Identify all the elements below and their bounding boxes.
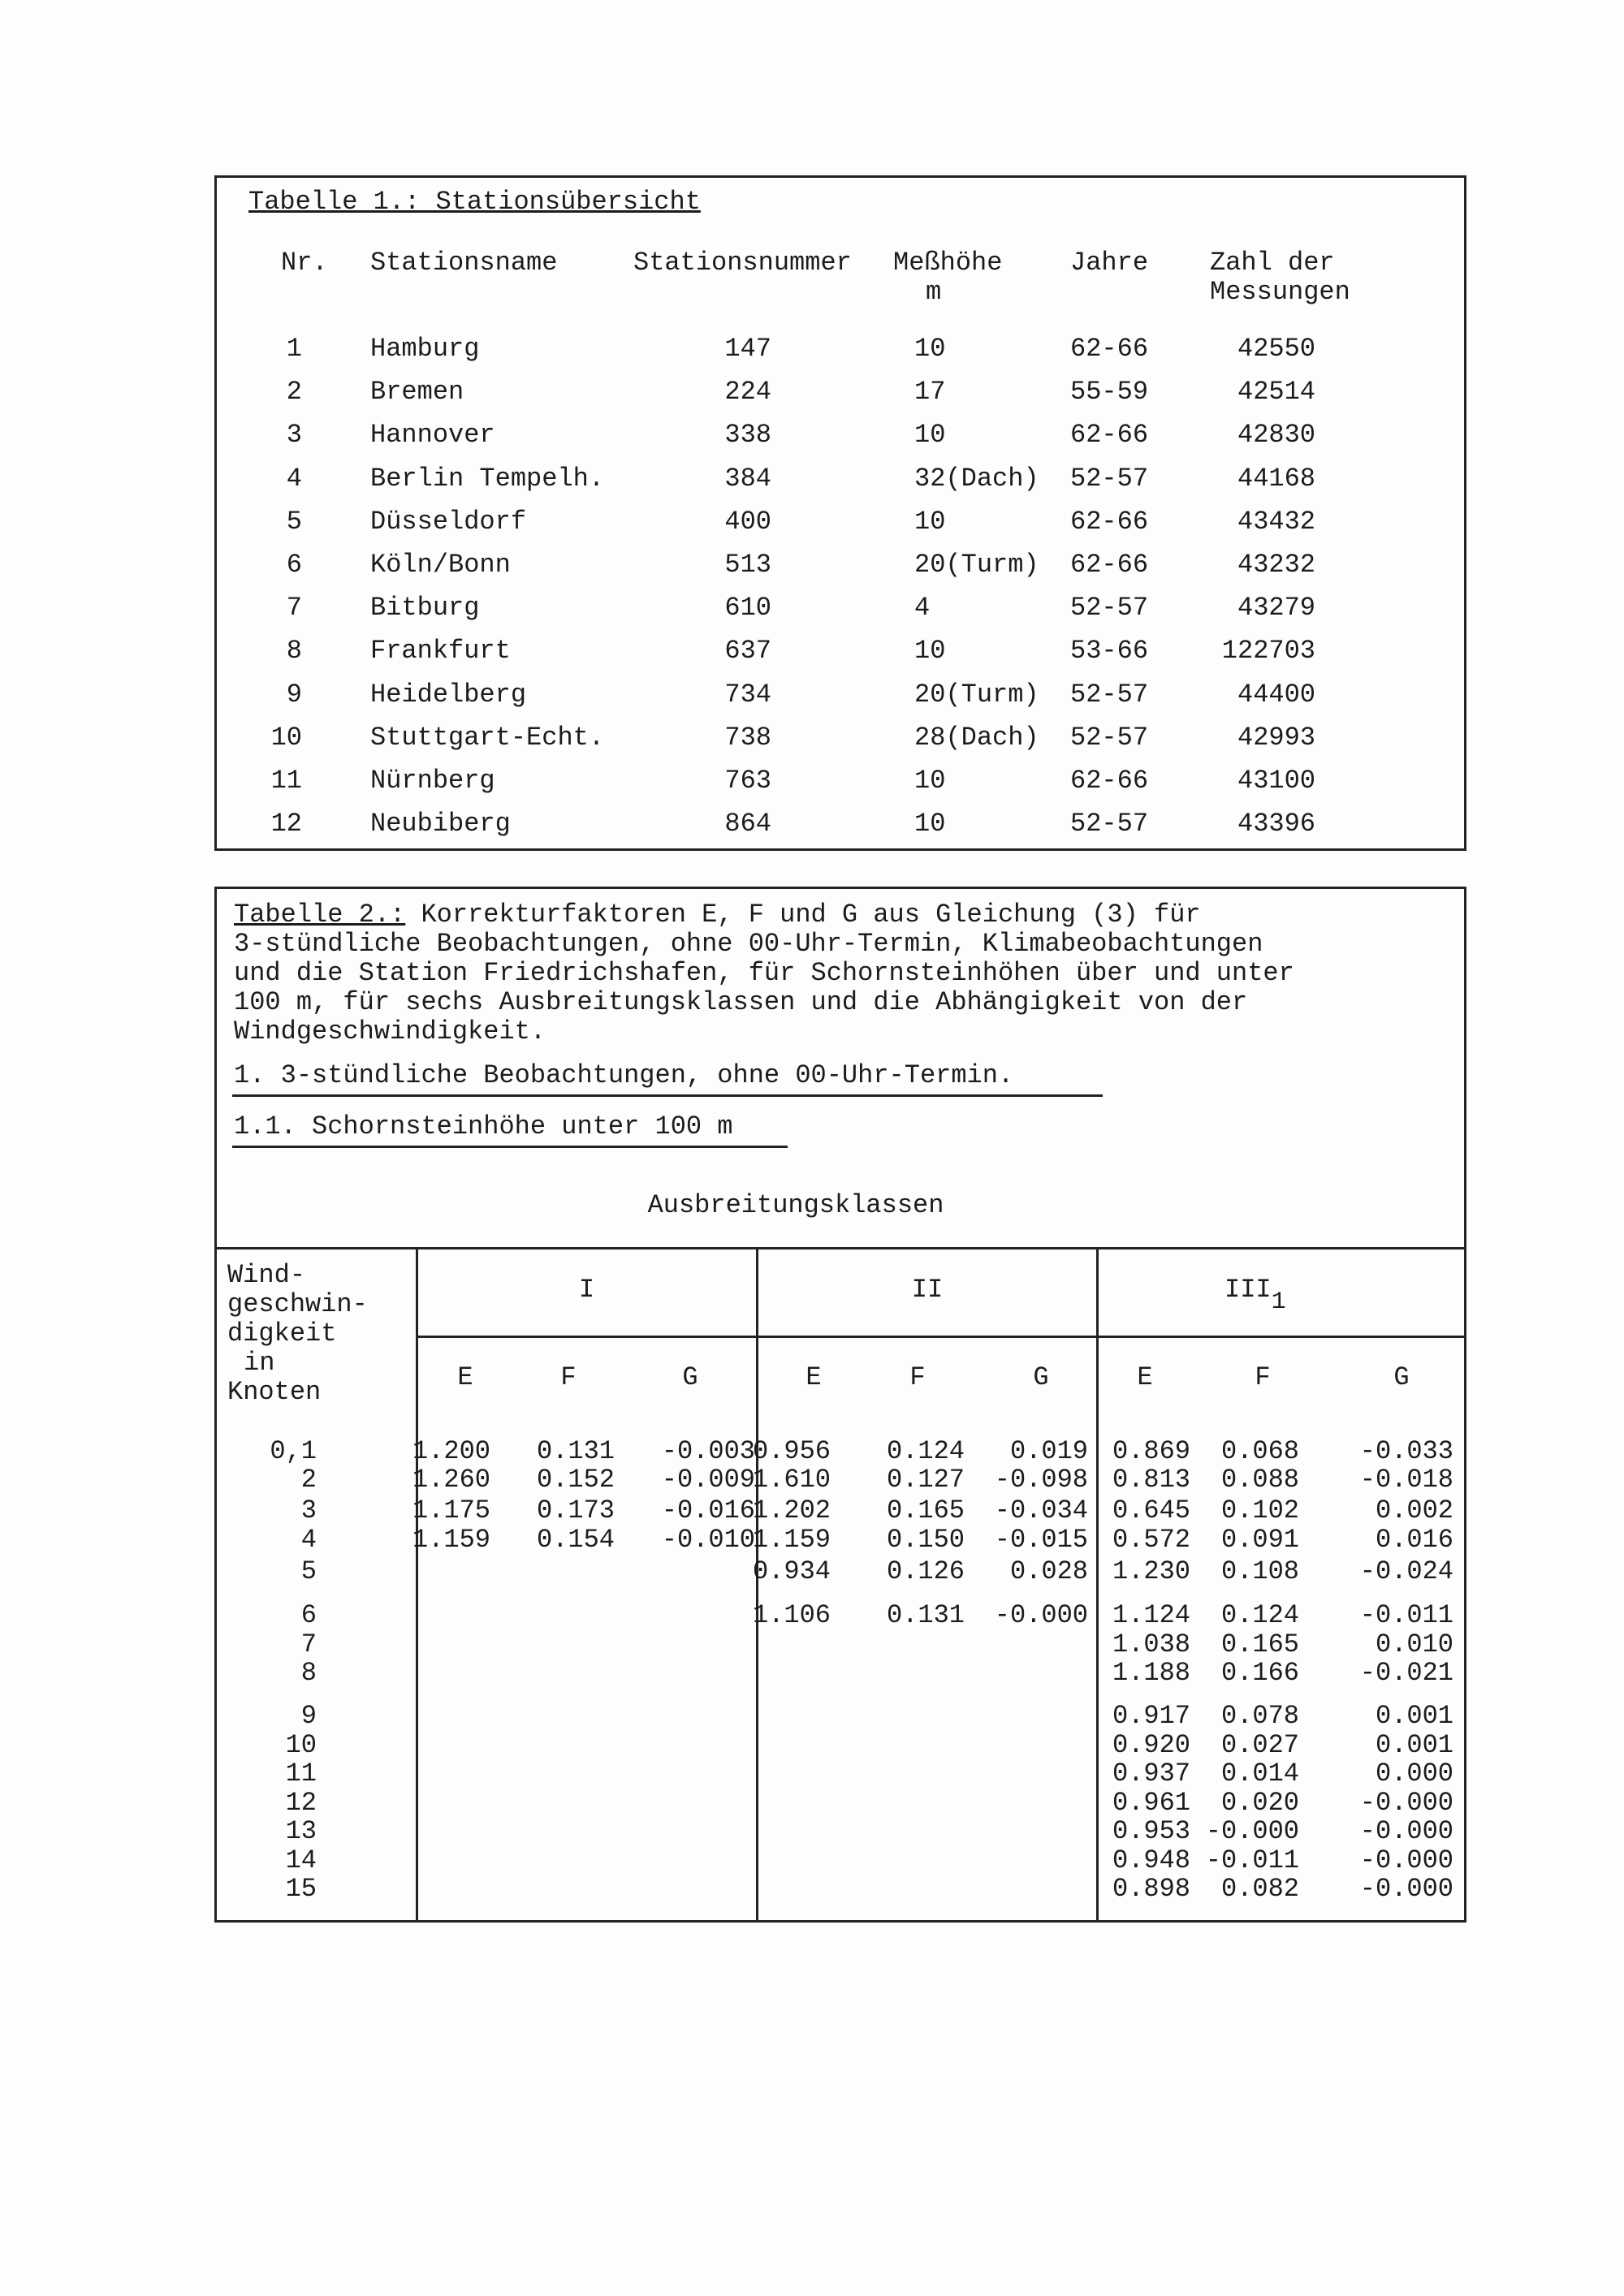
table1-cell-height: 4 [914, 593, 931, 623]
class-2-e-value: 0.956 [752, 1436, 831, 1466]
class-3-g-value: -0.024 [1359, 1556, 1453, 1586]
header-nr: Nr. [281, 248, 328, 278]
class-2-g-value: 0.028 [1009, 1556, 1088, 1586]
class-3-f-value: 0.091 [1220, 1525, 1299, 1555]
class-3-g-value: 0.001 [1375, 1701, 1453, 1731]
class-3-f-value: 0.027 [1220, 1730, 1299, 1760]
table1-cell-height: 17 [914, 377, 946, 407]
table1-cell-name: Bitburg [370, 593, 480, 623]
class-1-header-g: G [682, 1362, 698, 1392]
class-3-e-value: 0.917 [1112, 1701, 1190, 1731]
table1-cell-height: 10 [914, 334, 946, 364]
class-2-g-value: -0.098 [994, 1465, 1088, 1495]
table2-caption-line-1 [234, 900, 1201, 930]
table1-cell-name: Düsseldorf [370, 507, 527, 537]
table1-title: Tabelle 1.: Stationsübersicht [248, 187, 701, 217]
class-2-f-value: 0.150 [886, 1525, 965, 1555]
wind-speed: 14 [285, 1845, 317, 1875]
table1-cell-height: 20(Turm) [914, 550, 1039, 580]
header-name: Stationsname [370, 248, 558, 278]
class-3-g-value: 0.016 [1375, 1525, 1453, 1555]
class-label-III-subscript: 1 [1271, 1288, 1286, 1316]
class-3-header-f: F [1255, 1362, 1271, 1392]
table1-cell-count: 42993 [1237, 723, 1315, 753]
class-3-e-value: 0.920 [1112, 1730, 1190, 1760]
class-1-g-value: -0.003 [661, 1436, 755, 1466]
class-3-f-value: 0.102 [1220, 1495, 1299, 1526]
class-3-f-value: -0.011 [1205, 1845, 1299, 1875]
table1-cell-number: 738 [724, 723, 771, 753]
grid-subheader-rule [417, 1336, 1466, 1338]
class-3-header-g: G [1393, 1362, 1410, 1392]
wind-speed: 4 [300, 1525, 317, 1555]
table1-cell-count: 42830 [1237, 420, 1315, 450]
class-1-f-value: 0.131 [536, 1436, 615, 1466]
table1-cell-nr: 6 [286, 550, 302, 580]
header-years: Jahre [1070, 248, 1149, 278]
classes-title: Ausbreitungsklassen [647, 1190, 944, 1220]
table1-cell-name: Hannover [370, 420, 495, 450]
table1-cell-height: 20(Turm) [914, 680, 1039, 710]
class-3-e-value: 0.645 [1112, 1495, 1190, 1526]
wind-speed: 3 [300, 1495, 317, 1526]
class-3-e-value: 0.572 [1112, 1525, 1190, 1555]
class-3-f-value: 0.014 [1220, 1759, 1299, 1789]
table1-cell-nr: 8 [286, 636, 302, 666]
wind-header-line-3: digkeit [227, 1318, 337, 1349]
table1-cell-height: 28(Dach) [914, 723, 1039, 753]
class-3-f-value: 0.020 [1220, 1788, 1299, 1818]
header-count-line2: Messungen [1210, 277, 1350, 307]
table1-cell-years: 52-57 [1070, 680, 1149, 710]
wind-speed: 9 [300, 1701, 317, 1731]
class-3-g-value: 0.001 [1375, 1730, 1453, 1760]
class-3-e-value: 0.937 [1112, 1759, 1190, 1789]
class-1-e-value: 1.200 [412, 1436, 490, 1466]
table2-caption-label: Tabelle 2.: [234, 900, 406, 930]
wind-speed: 12 [285, 1788, 317, 1818]
table1-cell-count: 43100 [1237, 766, 1315, 796]
table1-cell-years: 52-57 [1070, 593, 1149, 623]
wind-speed: 2 [300, 1465, 317, 1495]
table1-cell-height: 10 [914, 809, 946, 839]
class-3-header-e: E [1137, 1362, 1153, 1392]
class-2-f-value: 0.127 [886, 1465, 965, 1495]
table2-caption-line-5: Windgeschwindigkeit. [234, 1016, 546, 1047]
table1-cell-height: 10 [914, 636, 946, 666]
class-3-e-value: 1.038 [1112, 1629, 1190, 1659]
table1-cell-name: Stuttgart-Echt. [370, 723, 605, 753]
class-2-e-value: 1.610 [752, 1465, 831, 1495]
class-3-g-value: -0.000 [1359, 1845, 1453, 1875]
class-2-f-value: 0.126 [886, 1556, 965, 1586]
class-3-f-value: 0.082 [1220, 1874, 1299, 1904]
class-2-g-value: -0.034 [994, 1495, 1088, 1526]
class-label-III [1224, 1275, 1286, 1316]
table1-cell-years: 52-57 [1070, 723, 1149, 753]
table1-cell-name: Bremen [370, 377, 464, 407]
class-1-e-value: 1.159 [412, 1525, 490, 1555]
wind-speed: 10 [285, 1730, 317, 1760]
class-1-f-value: 0.154 [536, 1525, 615, 1555]
section-heading-1-rule [232, 1094, 1103, 1097]
table2-caption-line-4: 100 m, für sechs Ausbreitungsklassen und die Abhängigkeit von der [234, 987, 1248, 1017]
class-2-header-g: G [1033, 1362, 1049, 1392]
class-3-g-value: -0.021 [1359, 1658, 1453, 1688]
section-heading-1-1-rule [232, 1146, 788, 1148]
table1-cell-number: 400 [724, 507, 771, 537]
wind-speed: 11 [285, 1759, 317, 1789]
class-2-header-f: F [909, 1362, 926, 1392]
table1-cell-height: 32(Dach) [914, 464, 1039, 494]
grid-top-rule [214, 1247, 1466, 1249]
class-1-g-value: -0.009 [661, 1465, 755, 1495]
header-count-line1: Zahl der [1210, 248, 1335, 278]
table1-cell-years: 53-66 [1070, 636, 1149, 666]
class-3-f-value: 0.078 [1220, 1701, 1299, 1731]
table1-cell-nr: 4 [286, 464, 302, 494]
table1-cell-nr: 12 [270, 809, 302, 839]
wind-header-line-5: Knoten [227, 1377, 322, 1407]
table1-cell-years: 55-59 [1070, 377, 1149, 407]
table1-cell-years: 52-57 [1070, 464, 1149, 494]
class-3-g-value: 0.010 [1375, 1629, 1453, 1659]
table1-cell-nr: 1 [286, 334, 302, 364]
table1-cell-number: 338 [724, 420, 771, 450]
header-height: Meßhöhe [893, 248, 1003, 278]
table1-cell-name: Hamburg [370, 334, 480, 364]
table1-cell-years: 62-66 [1070, 334, 1149, 364]
header-number: Stationsnummer [633, 248, 852, 278]
class-1-header-e: E [457, 1362, 473, 1392]
table1-cell-number: 610 [724, 593, 771, 623]
class-1-e-value: 1.260 [412, 1465, 490, 1495]
wind-speed: 15 [285, 1874, 317, 1904]
class-3-f-value: 0.068 [1220, 1436, 1299, 1466]
table1-cell-count: 42550 [1237, 334, 1315, 364]
table1-cell-years: 62-66 [1070, 550, 1149, 580]
table1-cell-nr: 7 [286, 593, 302, 623]
table1-cell-number: 224 [724, 377, 771, 407]
class-3-e-value: 0.813 [1112, 1465, 1190, 1495]
section-heading-1-1: 1.1. Schornsteinhöhe unter 100 m [234, 1111, 733, 1142]
section-heading-1: 1. 3-stündliche Beobachtungen, ohne 00-Uhr-Termin. [234, 1060, 1014, 1090]
table1-cell-name: Heidelberg [370, 680, 527, 710]
table2-caption-line-2: 3-stündliche Beobachtungen, ohne 00-Uhr-Termin, Klimabeobachtungen [234, 929, 1263, 959]
table1-cell-height: 10 [914, 766, 946, 796]
table1-cell-nr: 5 [286, 507, 302, 537]
header-height-unit: m [926, 277, 942, 307]
class-3-g-value: -0.033 [1359, 1436, 1453, 1466]
table1-cell-count: 44400 [1237, 680, 1315, 710]
table1-cell-years: 62-66 [1070, 420, 1149, 450]
table1-cell-count: 43432 [1237, 507, 1315, 537]
class-label-I: I [578, 1275, 595, 1305]
table1-cell-count: 43279 [1237, 593, 1315, 623]
class-2-header-e: E [806, 1362, 822, 1392]
class-2-g-value: 0.019 [1009, 1436, 1088, 1466]
table2-caption-text: Korrekturfaktoren E, F und G aus Gleichung (3) für [421, 900, 1201, 930]
table1-cell-nr: 3 [286, 420, 302, 450]
table1-cell-number: 384 [724, 464, 771, 494]
class-2-g-value: -0.000 [994, 1600, 1088, 1630]
table1-cell-count: 43396 [1237, 809, 1315, 839]
class-2-g-value: -0.015 [994, 1525, 1088, 1555]
class-3-e-value: 0.961 [1112, 1788, 1190, 1818]
class-2-f-value: 0.131 [886, 1600, 965, 1630]
wind-speed: 5 [300, 1556, 317, 1586]
wind-header-line-1: Wind- [227, 1260, 306, 1290]
table1-cell-years: 62-66 [1070, 766, 1149, 796]
class-3-f-value: 0.088 [1220, 1465, 1299, 1495]
table1-cell-count: 122703 [1221, 636, 1315, 666]
grid-divider-wind [416, 1247, 418, 1923]
class-3-e-value: 0.898 [1112, 1874, 1190, 1904]
class-3-g-value: -0.000 [1359, 1788, 1453, 1818]
table1-cell-number: 734 [724, 680, 771, 710]
table1-cell-years: 62-66 [1070, 507, 1149, 537]
wind-speed: 13 [285, 1816, 317, 1846]
class-label-II: II [911, 1275, 944, 1305]
table1-cell-name: Köln/Bonn [370, 550, 511, 580]
class-3-e-value: 1.188 [1112, 1658, 1190, 1688]
class-label-III-text: III [1224, 1275, 1272, 1305]
table1-cell-name: Berlin Tempelh. [370, 464, 605, 494]
class-3-f-value: 0.166 [1220, 1658, 1299, 1688]
class-2-e-value: 1.159 [752, 1525, 831, 1555]
table1-cell-number: 513 [724, 550, 771, 580]
class-3-f-value: 0.108 [1220, 1556, 1299, 1586]
table1-cell-number: 864 [724, 809, 771, 839]
class-1-g-value: -0.010 [661, 1525, 755, 1555]
class-2-f-value: 0.165 [886, 1495, 965, 1526]
class-3-g-value: 0.002 [1375, 1495, 1453, 1526]
class-2-f-value: 0.124 [886, 1436, 965, 1466]
class-3-g-value: 0.000 [1375, 1759, 1453, 1789]
wind-speed: 8 [300, 1658, 317, 1688]
wind-speed: 6 [300, 1600, 317, 1630]
class-1-g-value: -0.016 [661, 1495, 755, 1526]
table1-cell-nr: 10 [270, 723, 302, 753]
wind-header-line-4: in [244, 1348, 275, 1378]
class-1-f-value: 0.173 [536, 1495, 615, 1526]
wind-speed: 0,1 [270, 1436, 317, 1466]
table1-cell-nr: 2 [286, 377, 302, 407]
class-3-f-value: 0.165 [1220, 1629, 1299, 1659]
class-2-e-value: 1.106 [752, 1600, 831, 1630]
table1-cell-name: Neubiberg [370, 809, 511, 839]
class-3-e-value: 0.953 [1112, 1816, 1190, 1846]
table1-cell-nr: 9 [286, 680, 302, 710]
table1-cell-number: 147 [724, 334, 771, 364]
class-3-e-value: 1.124 [1112, 1600, 1190, 1630]
table2-caption-line-3: und die Station Friedrichshafen, für Schornsteinhöhen über und unter [234, 958, 1294, 988]
table1-cell-count: 43232 [1237, 550, 1315, 580]
class-3-g-value: -0.000 [1359, 1816, 1453, 1846]
table1-cell-height: 10 [914, 420, 946, 450]
table1-cell-nr: 11 [270, 766, 302, 796]
table1-cell-name: Frankfurt [370, 636, 511, 666]
table1-cell-count: 42514 [1237, 377, 1315, 407]
class-1-e-value: 1.175 [412, 1495, 490, 1526]
class-3-f-value: 0.124 [1220, 1600, 1299, 1630]
table1-cell-years: 52-57 [1070, 809, 1149, 839]
class-3-g-value: -0.018 [1359, 1465, 1453, 1495]
class-1-header-f: F [560, 1362, 577, 1392]
table1-cell-count: 44168 [1237, 464, 1315, 494]
table1-cell-number: 637 [724, 636, 771, 666]
class-3-g-value: -0.000 [1359, 1874, 1453, 1904]
class-3-g-value: -0.011 [1359, 1600, 1453, 1630]
class-2-e-value: 0.934 [752, 1556, 831, 1586]
class-3-e-value: 1.230 [1112, 1556, 1190, 1586]
class-3-e-value: 0.948 [1112, 1845, 1190, 1875]
table1-cell-height: 10 [914, 507, 946, 537]
class-2-e-value: 1.202 [752, 1495, 831, 1526]
class-1-f-value: 0.152 [536, 1465, 615, 1495]
table1-cell-number: 763 [724, 766, 771, 796]
wind-speed: 7 [300, 1629, 317, 1659]
wind-header-line-2: geschwin- [227, 1289, 368, 1319]
table1-cell-name: Nürnberg [370, 766, 495, 796]
class-3-f-value: -0.000 [1205, 1816, 1299, 1846]
class-3-e-value: 0.869 [1112, 1436, 1190, 1466]
